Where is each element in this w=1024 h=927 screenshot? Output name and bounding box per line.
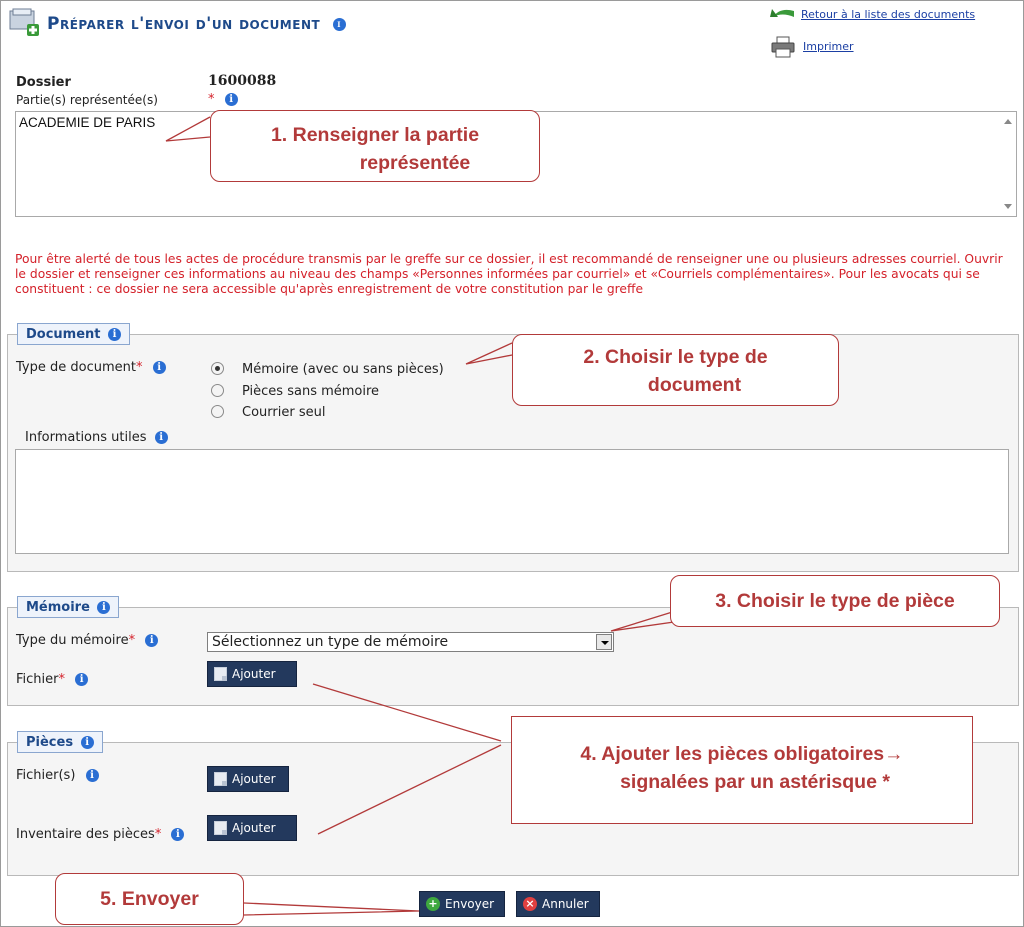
memoire-type-select-value: Sélectionnez un type de mémoire (212, 634, 449, 650)
print-link[interactable]: Imprimer (803, 40, 854, 53)
pieces-legend-text: Pièces (26, 735, 74, 750)
required-mark: * (208, 92, 215, 107)
document-type-label (16, 360, 166, 375)
callout-4-line1: 4. Ajouter les pièces obligatoires→ (580, 743, 904, 765)
radio-pieces-sans-memoire-label[interactable]: Pièces sans mémoire (242, 384, 380, 399)
document-type-label-text: Type de document (16, 360, 136, 375)
memoire-type-select[interactable] (207, 632, 614, 652)
info-icon[interactable]: i (225, 93, 238, 106)
callout-3-text: 3. Choisir le type de pièce (715, 590, 955, 612)
scroll-up-arrow[interactable] (1004, 119, 1012, 124)
document-icon (214, 821, 227, 835)
info-icon[interactable]: i (81, 736, 94, 749)
info-icon[interactable]: i (171, 828, 184, 841)
dossier-label: Dossier (16, 75, 71, 90)
callout-2 (512, 334, 839, 406)
back-arrow-icon (770, 5, 798, 25)
required-mark: * (58, 672, 65, 687)
callout-5 (55, 873, 244, 925)
callout-2-line2: document (647, 374, 742, 396)
memoire-file-label (16, 672, 88, 687)
document-icon (214, 667, 227, 681)
radio-courrier-seul[interactable] (211, 405, 224, 418)
memoire-type-label-text: Type du mémoire (16, 633, 129, 648)
required-mark: * (154, 827, 162, 842)
parties-textarea-value: ACADEMIE DE PARIS (19, 115, 156, 130)
informations-utiles-textarea[interactable] (15, 449, 1009, 554)
required-mark: * (128, 633, 136, 648)
printer-icon (771, 36, 795, 62)
inventory-label (16, 827, 184, 842)
info-icon[interactable]: i (153, 361, 166, 374)
pieces-files-label-text: Fichier(s) (16, 768, 76, 783)
close-icon: × (523, 897, 537, 911)
callout-4 (511, 716, 973, 824)
memoire-legend (17, 596, 119, 618)
memoire-add-button[interactable] (207, 661, 297, 687)
inventory-add-button-label: Ajouter (232, 821, 276, 835)
memoire-file-label-text: Fichier (16, 672, 59, 687)
cancel-button[interactable] (516, 891, 600, 917)
informations-utiles-label (25, 430, 168, 445)
informations-utiles-label-text: Informations utiles (25, 430, 147, 445)
info-icon[interactable]: i (333, 18, 346, 31)
radio-courrier-seul-label[interactable]: Courrier seul (242, 405, 326, 420)
callout-2-line1: 2. Choisir le type de (583, 346, 768, 368)
dossier-value: 1600088 (208, 73, 277, 89)
callout-3 (670, 575, 1000, 627)
info-icon[interactable]: i (75, 673, 88, 686)
required-mark: * (135, 360, 143, 375)
documents-icon (214, 772, 227, 786)
info-icon[interactable]: i (155, 431, 168, 444)
pieces-files-label (16, 768, 99, 783)
info-icon[interactable]: i (145, 634, 158, 647)
send-button-label: Envoyer (445, 897, 495, 911)
radio-memoire[interactable] (211, 362, 224, 375)
radio-pieces-sans-memoire[interactable] (211, 384, 224, 397)
callout-1-line2: représentée (359, 152, 471, 174)
inventory-add-button[interactable] (207, 815, 297, 841)
info-icon[interactable]: i (108, 328, 121, 341)
scroll-down-arrow[interactable] (1004, 204, 1012, 209)
info-icon[interactable]: i (86, 769, 99, 782)
callout-1 (210, 110, 540, 182)
radio-memoire-label[interactable]: Mémoire (avec ou sans pièces) (242, 362, 444, 377)
back-to-documents-link[interactable]: Retour à la liste des documents (801, 8, 976, 21)
inventory-label-text: Inventaire des pièces (16, 827, 155, 842)
notice-text: Pour être alerté de tous les actes de procédure transmis par le greffe sur ce dossier, il est recommandé de renseigner une ou plusieurs adresses courriel. Ouvrir le dossier et renseigner ces informations au niveau des champs «Personnes informées par courriel» et «Courriels complémentaires». Pour les avocats qui se constituent : ce dossier ne sera accessible qu'après enregistrement de votre constitution par le greffe (15, 252, 1003, 296)
pieces-add-button-label: Ajouter (232, 772, 276, 786)
page-title (47, 14, 346, 34)
send-button[interactable] (419, 891, 505, 917)
callout-4-line2: signalées par un astérisque * (620, 771, 890, 793)
memoire-type-label (16, 633, 158, 648)
memoire-add-button-label: Ajouter (232, 667, 276, 681)
page-title-icon (9, 8, 39, 34)
chevron-down-icon[interactable] (596, 634, 612, 650)
parties-label: Partie(s) représentée(s) (16, 93, 158, 107)
page-title-text: Préparer l'envoi d'un document (47, 14, 321, 34)
document-legend (17, 323, 130, 345)
plus-icon: + (426, 897, 440, 911)
document-legend-text: Document (26, 327, 101, 342)
info-icon[interactable]: i (97, 601, 110, 614)
callout-5-text: 5. Envoyer (100, 888, 199, 910)
memoire-legend-text: Mémoire (26, 600, 90, 615)
callout-1-line1: 1. Renseigner la partie (270, 124, 480, 146)
pieces-add-button[interactable] (207, 766, 289, 792)
parties-required (208, 92, 238, 107)
cancel-button-label: Annuler (542, 897, 589, 911)
pieces-legend (17, 731, 103, 753)
